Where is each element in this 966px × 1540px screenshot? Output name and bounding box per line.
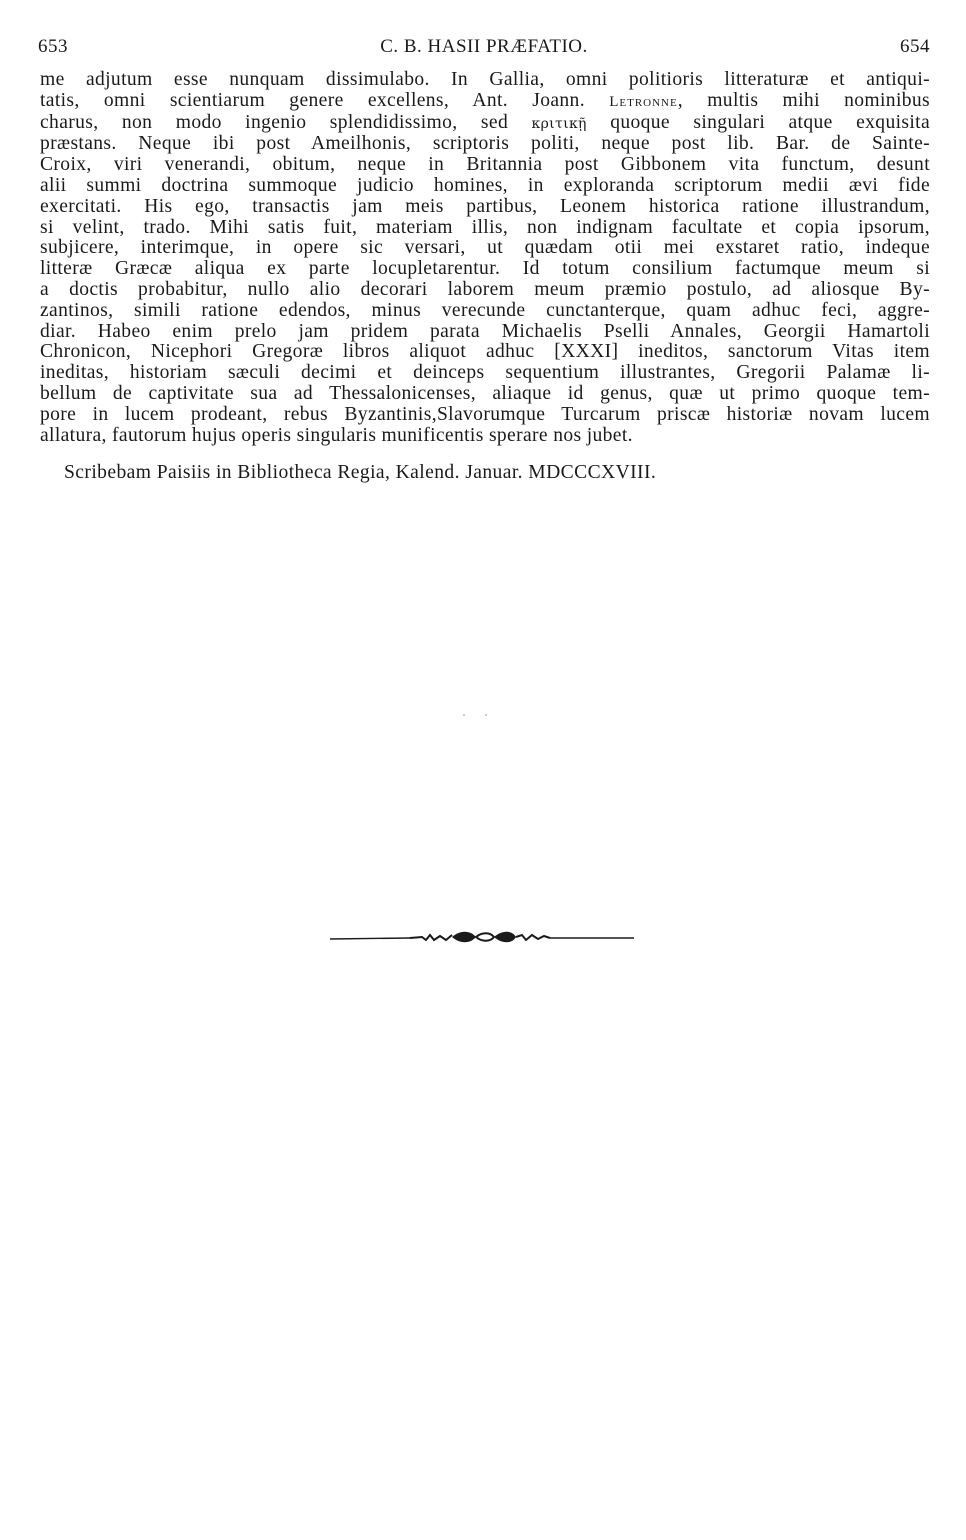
- text-line: a doctis probabitur, nullo alio decorari laborem meum præmio postulo, ad aliosque By-: [40, 279, 930, 300]
- text-line: zantinos, simili ratione edendos, minus verecunde cunctanterque, quam adhuc feci, aggre-: [40, 300, 930, 321]
- text-line: subjicere, interimque, in opere sic versari, ut quædam otii mei exstaret ratio, indeque: [40, 238, 930, 259]
- text-fragment: quoque singulari atque exquisita: [610, 112, 930, 133]
- text-line: Croix, viri venerandi, obitum, neque in Britannia post Gibbonem vita functum, desunt: [40, 155, 930, 176]
- text-line: pore in lucem prodeant, rebus Byzantinis,Slavorumque Turcarum priscæ historiæ novam lucem: [40, 404, 930, 425]
- dateline-signature: Scribebam Paisiis in Bibliotheca Regia, Kalend. Januar. MDCCCXVIII.: [64, 462, 657, 483]
- preface-paragraph: [40, 70, 930, 446]
- text-line: [40, 91, 930, 113]
- text-line: me adjutum esse nunquam dissimulabo. In Gallia, omni politioris litteraturæ et antiqui-: [40, 70, 930, 90]
- ornamental-divider: [330, 926, 634, 952]
- ink-specks: [460, 712, 490, 718]
- text-line: alii summi doctrina summoque judicio homines, in exploranda scriptorum medii ævi fide: [40, 175, 930, 196]
- text-line: Chronicon, Nicephori Gregoræ libros aliquot adhuc [XXXI] ineditos, sanctorum Vitas item: [40, 342, 930, 363]
- running-header: [38, 36, 930, 62]
- text-line: diar. Habeo enim prelo jam pridem parata Michaelis Pselli Annales, Georgii Hamartoli: [40, 321, 930, 342]
- running-title: C. B. HASII PRÆFATIO.: [380, 36, 588, 57]
- text-fragment: tatis, omni scientiarum genere excellens, Ant. Joann.: [40, 90, 585, 111]
- text-fragment: charus, non modo ingenio splendidissimo, sed: [40, 112, 509, 133]
- right-page-number: 654: [900, 36, 930, 57]
- text-line: exercitati. His ego, transactis jam meis partibus, Leonem historica ratione illustrandum,: [40, 196, 930, 217]
- text-line: ineditas, historiam sæculi decimi et deinceps sequentium illustrantes, Gregorii Palamæ li-: [40, 363, 930, 384]
- text-line: præstans. Neque ibi post Ameilhonis, scriptoris politi, neque post lib. Bar. de Sainte-: [40, 134, 930, 155]
- text-line: si velint, trado. Mihi satis fuit, materiam illis, non indignam facultate et copia ipsorum,: [40, 217, 930, 238]
- text-line: allatura, fautorum hujus operis singularis munificentis sperare nos jubet.: [40, 425, 633, 446]
- left-page-number: 653: [38, 36, 68, 57]
- text-fragment: , multis mihi nominibus: [677, 90, 930, 111]
- greek-word: κριτικῇ: [531, 115, 587, 132]
- author-name-smallcaps: Letronne: [609, 93, 678, 110]
- text-line: [40, 113, 930, 135]
- text-line: litteræ Græcæ aliqua ex parte locupletarentur. Id totum consilium factumque meum si: [40, 259, 930, 280]
- text-line: bellum de captivitate sua ad Thessalonicenses, aliaque id genus, quæ ut primo quoque tem-: [40, 383, 930, 404]
